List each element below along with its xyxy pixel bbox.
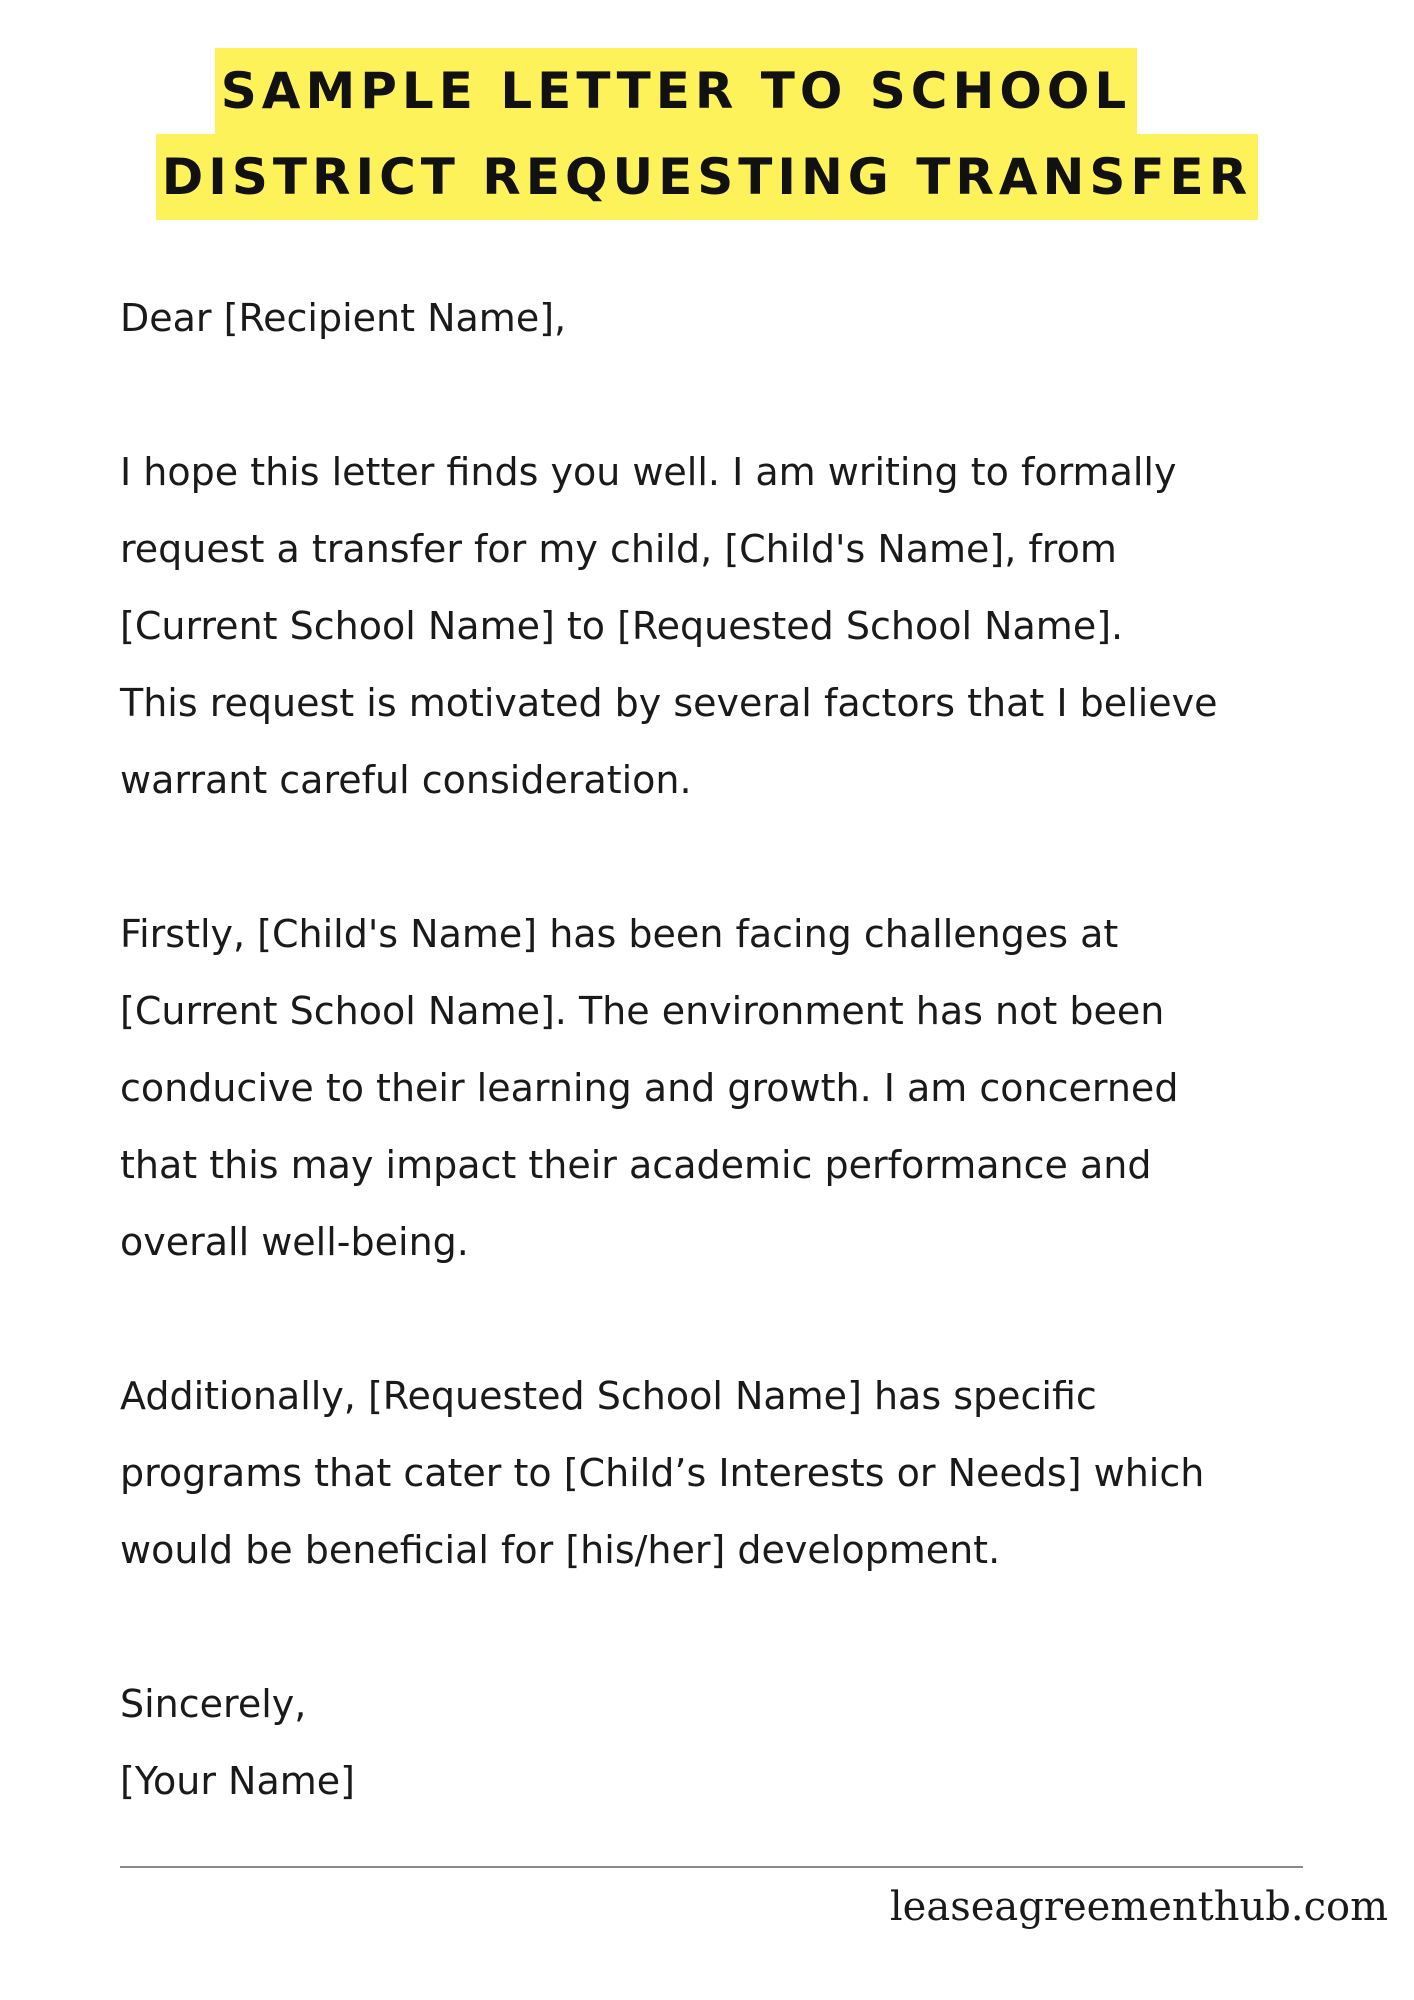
- paragraph-line: Additionally, [Requested School Name] has specific: [120, 1374, 1097, 1418]
- paragraph-line: Firstly, [Child's Name] has been facing challenges at: [120, 912, 1119, 956]
- paragraph-3: [120, 1358, 1340, 1589]
- paragraph-line: warrant careful consideration.: [120, 758, 692, 802]
- paragraph-line: programs that cater to [Child’s Interests or Needs] which: [120, 1451, 1205, 1495]
- paragraph-line: that this may impact their academic performance and: [120, 1143, 1152, 1187]
- signature: [Your Name]: [120, 1759, 355, 1803]
- paragraph-line: I hope this letter finds you well. I am writing to formally: [120, 450, 1177, 494]
- paragraph-line: This request is motivated by several factors that I believe: [120, 681, 1218, 725]
- salutation: Dear [Recipient Name],: [120, 296, 567, 340]
- paragraph-1: [120, 434, 1340, 819]
- paragraph-line: request a transfer for my child, [Child's Name], from: [120, 527, 1117, 571]
- document-title: [0, 48, 1414, 220]
- footer-website: leaseagreementhub.com: [889, 1884, 1388, 1930]
- closing: Sincerely,: [120, 1682, 307, 1726]
- letter-body: [120, 280, 1340, 1820]
- paragraph-line: [Current School Name]. The environment has not been: [120, 989, 1165, 1033]
- paragraph-2: [120, 896, 1340, 1281]
- footer-divider: [120, 1866, 1303, 1868]
- paragraph-line: conducive to their learning and growth. I am concerned: [120, 1066, 1179, 1110]
- paragraph-line: overall well-being.: [120, 1220, 469, 1264]
- paragraph-line: would be beneficial for [his/her] development.: [120, 1528, 1001, 1572]
- title-line-2: DISTRICT REQUESTING TRANSFER: [156, 134, 1258, 220]
- title-line-1: SAMPLE LETTER TO SCHOOL: [215, 48, 1137, 134]
- paragraph-line: [Current School Name] to [Requested School Name].: [120, 604, 1124, 648]
